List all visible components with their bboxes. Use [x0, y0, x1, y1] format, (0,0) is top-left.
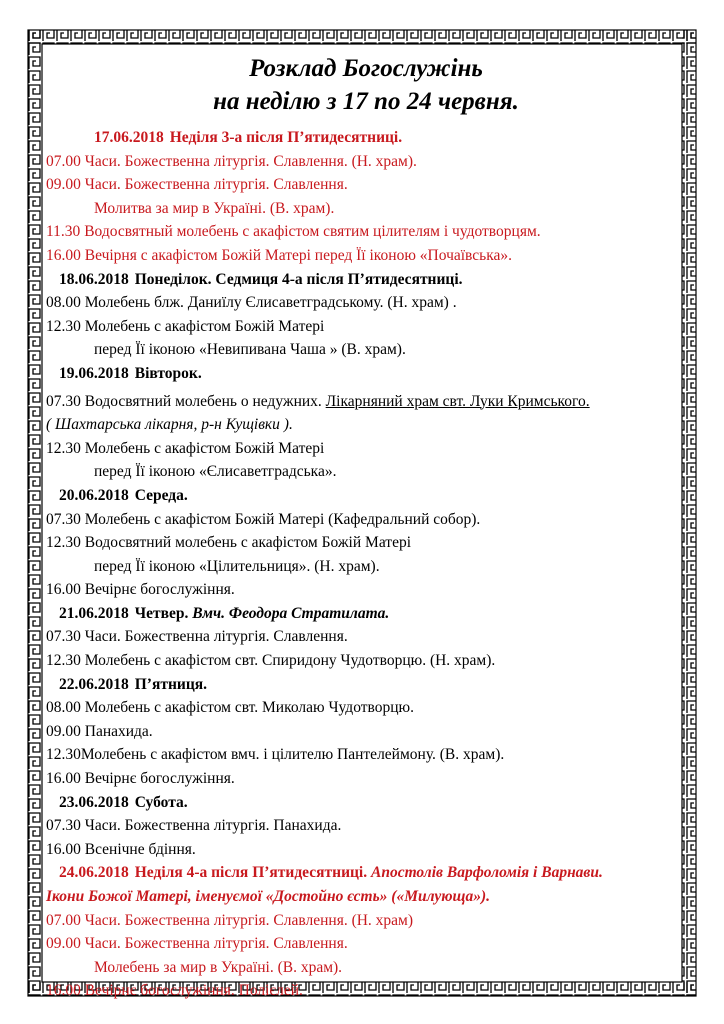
- service-text: Молебень с акафістом свт. Миколаю Чудотворцю.: [84, 699, 414, 717]
- service-item: [46, 244, 686, 268]
- service-item: [46, 932, 686, 956]
- date: 24.06.2018: [59, 864, 129, 882]
- time: 12.30: [46, 439, 81, 457]
- service-item: [46, 150, 686, 174]
- service-text: Панахида.: [84, 722, 153, 740]
- service-text: Всенічне бдіння.: [84, 840, 196, 858]
- service-text: Часи. Божественна літургія. Славлення.: [84, 176, 348, 194]
- time: 07.30: [46, 510, 81, 528]
- service-continuation: Молебень за мир в Україні. (В. храм).: [94, 958, 343, 976]
- schedule-page: [46, 52, 686, 1003]
- service-text: Водосвятний молебень о недужних.: [84, 392, 322, 410]
- service-text: Часи. Божественна літургія. Славлення. (Н. храм).: [84, 152, 417, 170]
- heading: Вівторок.: [134, 364, 202, 382]
- heading: Понеділок. Седмиця 4-а після П’ятидесятниці.: [134, 270, 463, 288]
- feast-name: Апостолів Варфоломія і Варнави.: [370, 864, 603, 882]
- time: 07.30: [46, 392, 81, 410]
- time: 16.00: [46, 840, 81, 858]
- time: 16.00: [46, 982, 81, 1000]
- time: 09.00: [46, 176, 81, 194]
- service-item: [46, 291, 686, 315]
- service-text: Вечірня с акафістом Божій Матері перед Її іконою «Почаївська».: [84, 246, 513, 264]
- service-text: Молебень с акафістом Божій Матері (Кафедральний собор).: [84, 510, 481, 528]
- service-text: Вечірнє богослужіння.: [84, 581, 235, 599]
- service-item: [46, 909, 686, 933]
- service-item: [46, 220, 686, 244]
- heading: Середа.: [134, 486, 188, 504]
- service-item: [46, 743, 686, 767]
- time: 12.30: [46, 746, 81, 764]
- time: 07.30: [46, 817, 81, 835]
- day-heading: [46, 362, 686, 386]
- time: 07.00: [46, 911, 81, 929]
- day-heading: [46, 673, 686, 697]
- heading: Четвер.: [134, 604, 189, 622]
- service-text: Вечірнє богослужіння.: [84, 770, 235, 788]
- hospital-church-text: Лікарняний храм свт. Луки Кримського.: [325, 392, 590, 410]
- service-item: [46, 814, 686, 838]
- service-continuation: Молитва за мир в Україні. (В. храм).: [94, 199, 335, 217]
- time: 11.30: [46, 223, 81, 241]
- service-continuation: перед Її іконою «Цілительниця». (Н. храм).: [94, 557, 380, 575]
- day-heading: [46, 268, 686, 292]
- service-item: [46, 696, 686, 720]
- date: 19.06.2018: [59, 364, 129, 382]
- date: 23.06.2018: [59, 793, 129, 811]
- service-text: Часи. Божественна літургія. Славлення. (Н. храм): [84, 911, 414, 929]
- service-continuation: перед Її іконою «Єлисаветградська».: [94, 463, 337, 481]
- service-item: [46, 508, 686, 532]
- service-item: [46, 173, 686, 197]
- time: 12.30: [46, 317, 81, 335]
- time: 08.00: [46, 294, 81, 312]
- feast-name: Вмч. Феодора Стратилата.: [192, 604, 390, 622]
- service-text: Молебень блж. Даниїлу Єлисаветградському. (Н. храм) .: [84, 294, 457, 312]
- service-item: [46, 625, 686, 649]
- title-line-1: Розклад Богослужінь: [249, 55, 483, 82]
- day-heading: [46, 861, 686, 885]
- service-item: [46, 838, 686, 862]
- time: 07.30: [46, 628, 81, 646]
- feast-continuation: Ікони Божої Матері, іменуємої «Достойно єсть» («Милующа»).: [46, 888, 490, 905]
- title-line-2: на неділю з 17 по 24 червня.: [213, 88, 519, 115]
- service-item: [46, 649, 686, 673]
- heading: Субота.: [134, 793, 188, 811]
- time: 09.00: [46, 935, 81, 953]
- heading: Неділя 4-а після П’ятидесятниці.: [134, 864, 368, 882]
- day-heading: [46, 602, 686, 626]
- service-text: Молебень с акафістом вмч. і цілителю Пантелеймону. (В. храм).: [80, 746, 505, 764]
- time: 16.00: [46, 246, 81, 264]
- day-heading: [46, 791, 686, 815]
- service-item: [46, 720, 686, 744]
- date: 18.06.2018: [59, 270, 129, 288]
- time: 07.00: [46, 152, 81, 170]
- service-continuation: ( Шахтарська лікарня, р-н Кущівки ).: [46, 416, 293, 434]
- service-continuation: перед Її іконою «Невипивана Чаша » (В. храм).: [94, 341, 406, 359]
- service-item: [46, 979, 686, 1003]
- service-text: Молебень с акафістом Божій Матері: [84, 317, 325, 335]
- service-text: Часи. Божественна літургія. Панахида.: [84, 817, 342, 835]
- date: 17.06.2018: [94, 129, 164, 146]
- date: 22.06.2018: [59, 675, 129, 693]
- time: 12.30: [46, 652, 81, 670]
- service-text: Водосвятный молебень с акафістом святим цілителям і чудотворцям.: [84, 223, 541, 241]
- service-item: [46, 767, 686, 791]
- service-text: Молебень с акафістом Божій Матері: [84, 439, 325, 457]
- service-text: Часи. Божественна літургія. Славлення.: [84, 628, 348, 646]
- time: 16.00: [46, 770, 81, 788]
- service-item: [46, 390, 686, 414]
- day-heading: [46, 126, 686, 150]
- time: 16.00: [46, 581, 81, 599]
- time: 12.30: [46, 534, 81, 552]
- heading: П’ятниця.: [134, 675, 208, 693]
- day-heading: [46, 484, 686, 508]
- page-title: [46, 52, 686, 118]
- service-item: [46, 578, 686, 602]
- service-text: Вечірнє богослужіння. Полієлей.: [84, 982, 303, 1000]
- date: 20.06.2018: [59, 486, 129, 504]
- date: 21.06.2018: [59, 604, 129, 622]
- time: 08.00: [46, 699, 81, 717]
- service-item: [46, 437, 686, 461]
- heading: Неділя 3-а після П’ятидесятниці.: [169, 129, 403, 146]
- service-item: [46, 531, 686, 555]
- time: 09.00: [46, 722, 81, 740]
- service-item: [46, 315, 686, 339]
- service-text: Водосвятний молебень с акафістом Божій Матері: [84, 534, 412, 552]
- service-text: Часи. Божественна літургія. Славлення.: [84, 935, 348, 953]
- service-text: Молебень с акафістом свт. Спиридону Чудотворцю. (Н. храм).: [84, 652, 496, 670]
